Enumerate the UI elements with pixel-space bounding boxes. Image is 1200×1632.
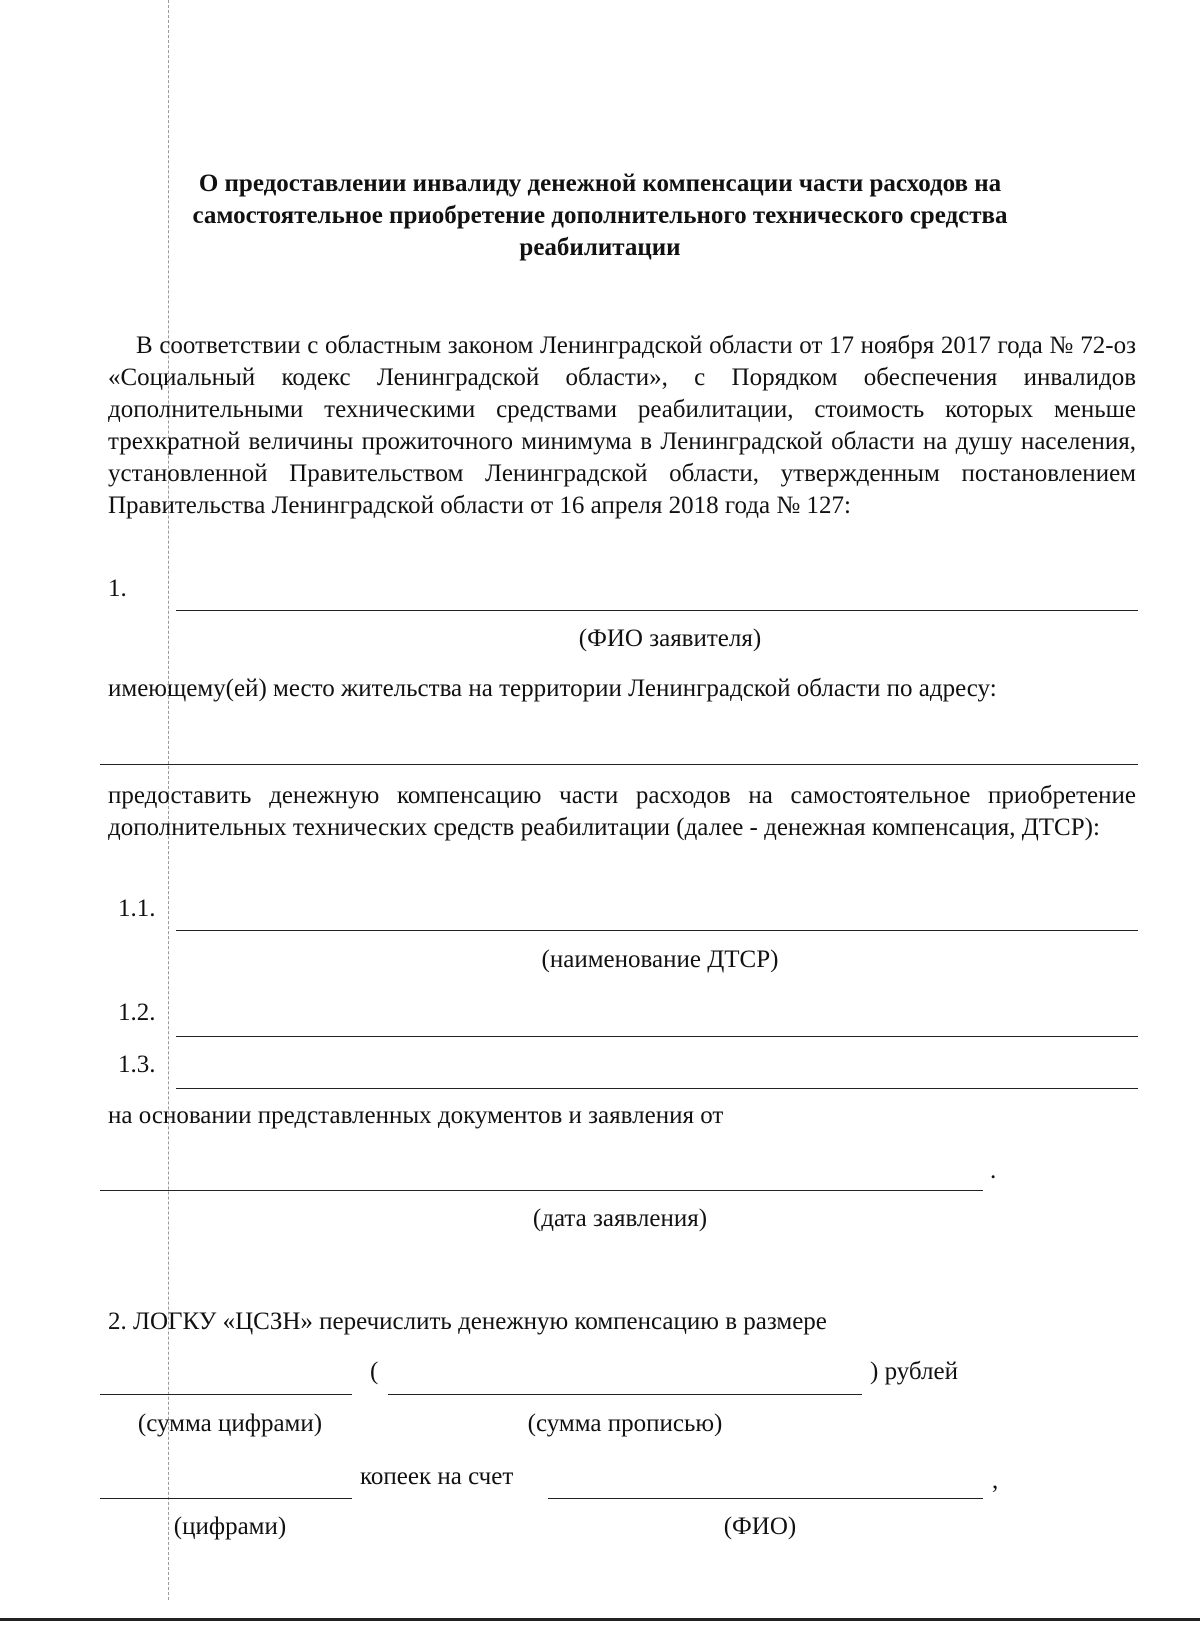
fio-caption: (ФИО) [723, 1513, 797, 1540]
date-caption: (дата заявления) [532, 1205, 708, 1232]
sub-item-1-1-field[interactable] [176, 930, 1138, 931]
sum-words-caption: (сумма прописью) [527, 1410, 723, 1437]
basis-text: на основании представленных документов и заявления от [108, 1102, 724, 1129]
kopecks-text: копеек на счет [360, 1463, 514, 1490]
sum-digits-field[interactable] [100, 1394, 352, 1395]
item-2-text: 2. ЛОГКУ «ЦСЗН» перечислить денежную компенсацию в размере [108, 1308, 827, 1335]
sum-words-field[interactable] [388, 1394, 862, 1395]
application-date-field[interactable] [100, 1190, 983, 1191]
provide-paragraph: предоставить денежную компенсацию части расходов на самостоятельное приобретение дополнительных технических средств реабилитации (далее - денежная компенсация, ДТСР): [108, 782, 1136, 841]
kopecks-digits-field[interactable] [100, 1498, 352, 1499]
preamble-paragraph: В соответствии с областным законом Ленинградской области от 17 ноября 2017 года № 72-оз «Социальный кодекс Ленинградской области», с Порядком обеспечения инвалидов дополнительными техническими средствами реабилитации, стоимость которых меньше трехкратной величины прожиточного минимума в Ленинградской области на душу населения, установленной Правительством Ленинградской области, утвержденным постановлением Правительства Ленинградской области от 16 апреля 2018 года № 127: [108, 332, 1136, 519]
digits-caption: (цифрами) [173, 1513, 287, 1540]
open-paren: ( [370, 1358, 379, 1385]
date-period: . [990, 1157, 997, 1184]
document-title: О предоставлении инвалиду денежной компенсации части расходов на самостоятельное приобретение дополнительного технического средства реабилитации [192, 170, 1008, 261]
bottom-edge-rule [0, 1618, 1200, 1621]
sub-item-1-3-field[interactable] [176, 1088, 1138, 1089]
sub-item-1-1-caption: (наименование ДТСР) [541, 946, 779, 973]
trailing-comma: , [992, 1467, 999, 1494]
applicant-caption: (ФИО заявителя) [578, 625, 762, 652]
sub-item-1-1-number: 1.1. [118, 895, 156, 922]
rubles-label: ) рублей [870, 1358, 958, 1385]
sub-item-1-2-field[interactable] [176, 1036, 1138, 1037]
sub-item-1-2-number: 1.2. [118, 999, 156, 1026]
sum-digits-caption: (сумма цифрами) [137, 1410, 323, 1437]
address-field[interactable] [100, 764, 1138, 765]
residence-text: имеющему(ей) место жительства на территории Ленинградской области по адресу: [108, 675, 997, 702]
applicant-name-field[interactable] [176, 610, 1138, 611]
account-fio-field[interactable] [548, 1498, 983, 1499]
sub-item-1-3-number: 1.3. [118, 1051, 156, 1078]
item-1-number: 1. [108, 575, 127, 602]
